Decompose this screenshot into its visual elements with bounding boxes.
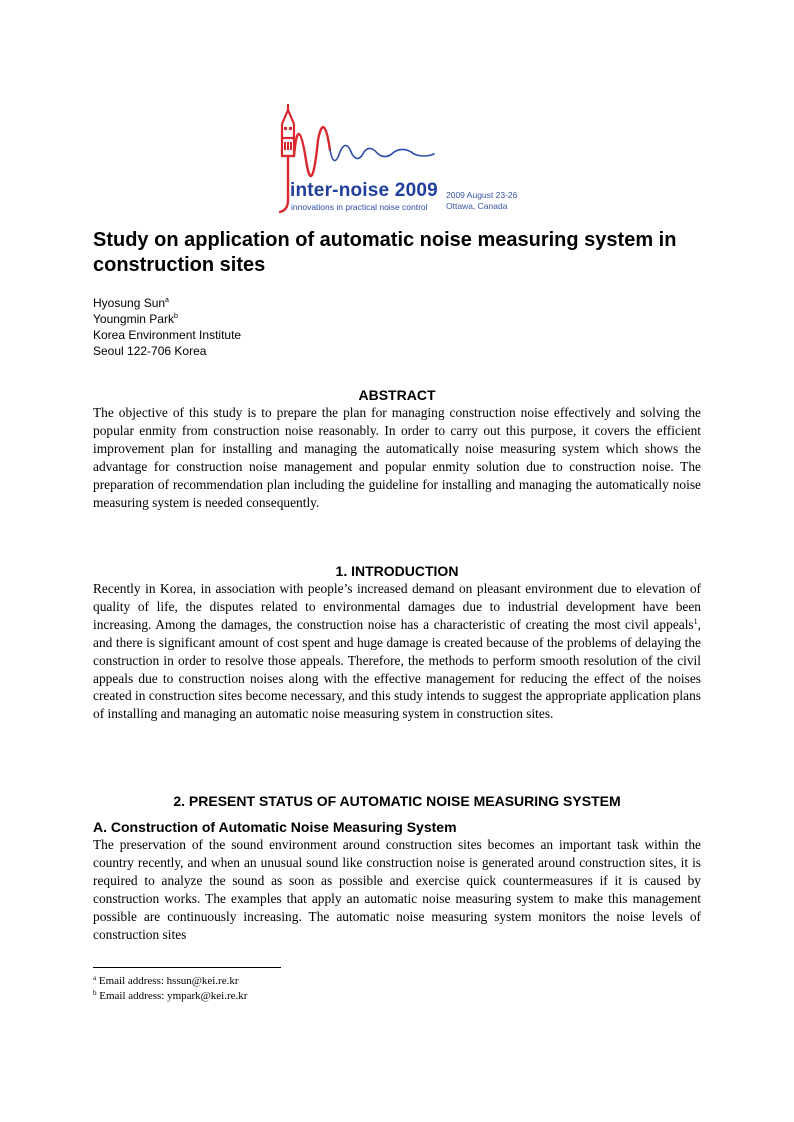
abstract-text: The objective of this study is to prepare the plan for managing construction noise effectively and solving the popular enmity from construction noise reasonably. In order to carry out this purpose, it covers the efficient improvement plan for installing and managing the automatically noise measuring system which shows the advantage for construction noise management and popular enmity solution due to construction noise. The preparation of recommendation plan including the guideline for installing and managing the automatically noise measuring system is needed consequently. <box>93 405 701 510</box>
blue-wave <box>330 145 434 160</box>
section-2-heading: 2. PRESENT STATUS OF AUTOMATIC NOISE MEASURING SYSTEM <box>173 793 621 809</box>
author-2 <box>93 311 241 327</box>
conference-place: Ottawa, Canada <box>446 201 508 211</box>
footnotes <box>93 974 247 1004</box>
author-2-mark: b <box>173 313 178 320</box>
author-1-name: Hyosung Sun <box>93 296 166 310</box>
author-2-name: Youngmin Park <box>93 312 174 326</box>
footnote-b <box>93 989 247 1004</box>
reference-marker: 1 <box>693 616 698 626</box>
introduction-text <box>93 580 701 723</box>
footnote-divider <box>93 967 281 968</box>
section-2a-text: The preservation of the sound environment around construction sites becomes an important task within the country recently, and when an unusual sound like construction noise is generated around construction sites, it is required to analyze the sound as soon as possible and exercise quick countermeasures if it is caused by construction works. The examples that apply an automatic noise measuring system to make this management possible are continuously increasing. The automatic noise measuring system monitors the noise levels of construction sites <box>93 837 701 942</box>
footnote-b-text: Email address: ympark@kei.re.kr <box>99 990 248 1002</box>
author-block <box>93 295 241 359</box>
introduction-text-part1: Recently in Korea, in association with people’s increased demand on pleasant environment due to elevation of quality of life, the disputes related to environmental damages due to industrial development have been increasing. Among the damages, the construction noise has a characteristic of creating the most civil appeals <box>93 581 701 632</box>
logo-name: inter-noise 2009 <box>290 180 438 201</box>
conference-date: 2009 August 23-26 <box>446 190 518 200</box>
section-2a-subheading: A. Construction of Automatic Noise Measuring System <box>93 819 457 835</box>
introduction-heading: 1. INTRODUCTION <box>335 563 459 579</box>
conference-date-place <box>446 190 517 212</box>
conference-logo <box>268 100 538 218</box>
author-1 <box>93 295 241 311</box>
footnote-b-mark: b <box>93 989 97 997</box>
introduction-text-part2: , and there is significant amount of cost spent and huge damage is created because of the problems of delaying the construction in order to resolve those appeals. Therefore, the methods to perform smooth resolution of the civil appeals due to construction noises along with the effective management for reducing the effect of the noises created in construction sites become necessary, and this study intends to suggest the appropriate application plans of installing and managing an automatic noise measuring system in construction sites. <box>93 616 701 722</box>
footnote-a <box>93 974 247 989</box>
logo-tagline: innovations in practical noise control <box>291 202 428 212</box>
footnote-a-mark: a <box>93 974 97 982</box>
affiliation-address: Seoul 122-706 Korea <box>93 344 207 358</box>
author-1-mark: a <box>165 297 169 304</box>
affiliation-institute: Korea Environment Institute <box>93 328 242 342</box>
footnote-a-text: Email address: hssun@kei.re.kr <box>98 975 239 987</box>
abstract-heading: ABSTRACT <box>358 387 436 403</box>
paper-title: Study on application of automatic noise measuring system in construction sites <box>93 229 677 276</box>
